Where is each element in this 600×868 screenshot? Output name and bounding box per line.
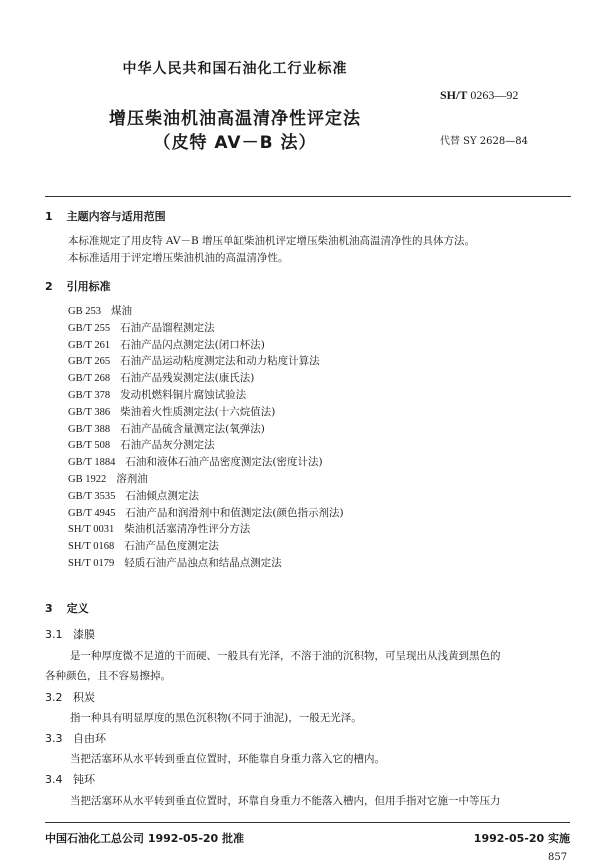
reference-item [68, 370, 254, 385]
document-subtitle: （皮特 AV－B 法） [153, 133, 317, 153]
reference-code: GB/T 1884 [68, 457, 116, 469]
reference-title: 石油产品硫含量测定法(氧弹法) [120, 422, 265, 435]
definition-text: 是一种厚度微不足道的干而硬、一般具有光泽，不溶于油的沉积物，可呈现出从浅黄到黑色的 [70, 650, 501, 662]
reference-item [68, 437, 215, 452]
reference-item [68, 320, 215, 335]
header-rule [45, 196, 571, 197]
replaces-note: 代替 SY 2628—84 [440, 136, 528, 147]
section-number: 2 [45, 280, 53, 293]
reference-code: GB/T 4945 [68, 507, 116, 519]
definition-heading [45, 771, 95, 787]
reference-code: GB/T 388 [68, 423, 111, 435]
definition-heading [45, 730, 106, 746]
reference-item [68, 505, 344, 520]
reference-code: GB/T 378 [68, 390, 111, 401]
reference-item [68, 421, 265, 436]
reference-code: SH/T 0031 [68, 524, 115, 536]
section-title: 引用标准 [66, 280, 111, 293]
reference-title: 发动机燃料铜片腐蚀试验法 [120, 389, 247, 401]
definition-number: 3.3 [45, 732, 63, 745]
definition-text: 当把活塞环从水平转到垂直位置时，环能靠自身重力落入它的槽内。 [70, 753, 385, 765]
approval-note: 中国石油化工总公司 1992-05-20 批准 [45, 832, 245, 845]
reference-item [68, 471, 148, 486]
reference-code: GB 253 [68, 306, 101, 317]
definition-text: 各种颜色，且不容易擦掉。 [45, 670, 171, 682]
definition-number: 3.1 [45, 628, 63, 641]
reference-title: 石油产品灰分测定法 [120, 439, 215, 452]
reference-title: 石油产品运动粘度测定法和动力粘度计算法 [120, 355, 320, 368]
reference-code: GB/T 255 [68, 322, 111, 334]
code-number: 0263—92 [470, 88, 519, 102]
reference-title: 石油产品闪点测定法(闭口杯法) [120, 338, 265, 351]
definition-term: 钝环 [73, 773, 95, 786]
section-2-heading [45, 278, 125, 294]
reference-item [68, 454, 323, 469]
definition-text: 指一种具有明显厚度的黑色沉积物(不同于油泥)，一般无光泽。 [70, 712, 362, 724]
definition-number: 3.2 [45, 691, 63, 704]
reference-item [68, 303, 132, 318]
reference-title: 石油倾点测定法 [125, 489, 199, 502]
section-3-heading [45, 600, 103, 616]
section-title: 主题内容与适用范围 [66, 210, 166, 223]
definition-term: 自由环 [73, 732, 106, 745]
definition-heading [45, 689, 95, 705]
reference-code: GB/T 268 [68, 373, 111, 385]
reference-code: GB/T 3535 [68, 490, 116, 502]
reference-title: 柴油着火性质测定法(十六烷值法) [120, 405, 276, 418]
reference-title: 石油产品和润滑剂中和值测定法(颜色指示剂法) [125, 506, 344, 519]
section-number: 3 [45, 602, 53, 615]
reference-title: 石油和液体石油产品密度测定法(密度计法) [125, 456, 323, 469]
effective-date: 1992-05-20 实施 [473, 832, 570, 845]
reference-item [68, 337, 265, 352]
standard-code [440, 88, 518, 103]
section-1-heading [45, 208, 180, 224]
paragraph: 本标准适用于评定增压柴油机油的高温清净性。 [68, 252, 289, 264]
reference-item [68, 521, 250, 536]
reference-item [68, 555, 282, 570]
reference-code: GB/T 386 [68, 406, 111, 418]
reference-item [68, 387, 246, 402]
reference-code: GB/T 261 [68, 339, 111, 351]
page-number: 857 [548, 852, 568, 863]
reference-item [68, 404, 275, 419]
definition-term: 积炭 [73, 691, 95, 704]
definition-number: 3.4 [45, 773, 63, 786]
reference-code: GB 1922 [68, 474, 107, 485]
section-number: 1 [45, 210, 53, 223]
paragraph: 本标准规定了用皮特 AV－B 增压单缸柴油机评定增压柴油机油高温清净性的具体方法。 [68, 235, 476, 247]
reference-title: 煤油 [110, 305, 132, 317]
reference-code: GB/T 508 [68, 440, 111, 452]
issuing-body-header: 中华人民共和国石油化工行业标准 [122, 61, 348, 77]
section-title: 定义 [66, 602, 89, 615]
reference-title: 轻质石油产品浊点和结晶点测定法 [124, 557, 282, 569]
document-title: 增压柴油机油高温清净性评定法 [109, 109, 361, 129]
definition-term: 漆膜 [73, 628, 95, 641]
reference-item [68, 353, 320, 368]
definition-heading [45, 626, 95, 642]
footer-rule [45, 822, 570, 823]
code-prefix: SH/T [440, 88, 468, 102]
reference-title: 溶剂油 [116, 473, 148, 485]
reference-item [68, 488, 199, 503]
reference-code: SH/T 0179 [68, 558, 115, 569]
reference-code: SH/T 0168 [68, 541, 115, 553]
reference-code: GB/T 265 [68, 356, 111, 368]
reference-title: 石油产品色度测定法 [124, 540, 219, 553]
definition-text: 当把活塞环从水平转到垂直位置时，环靠自身重力不能落入槽内，但用手指对它施一中等压力 [70, 795, 501, 807]
reference-title: 柴油机活塞清净性评分方法 [124, 523, 251, 536]
reference-item [68, 538, 219, 553]
reference-title: 石油产品馏程测定法 [120, 321, 215, 334]
reference-title: 石油产品残炭测定法(康氏法) [120, 372, 255, 385]
